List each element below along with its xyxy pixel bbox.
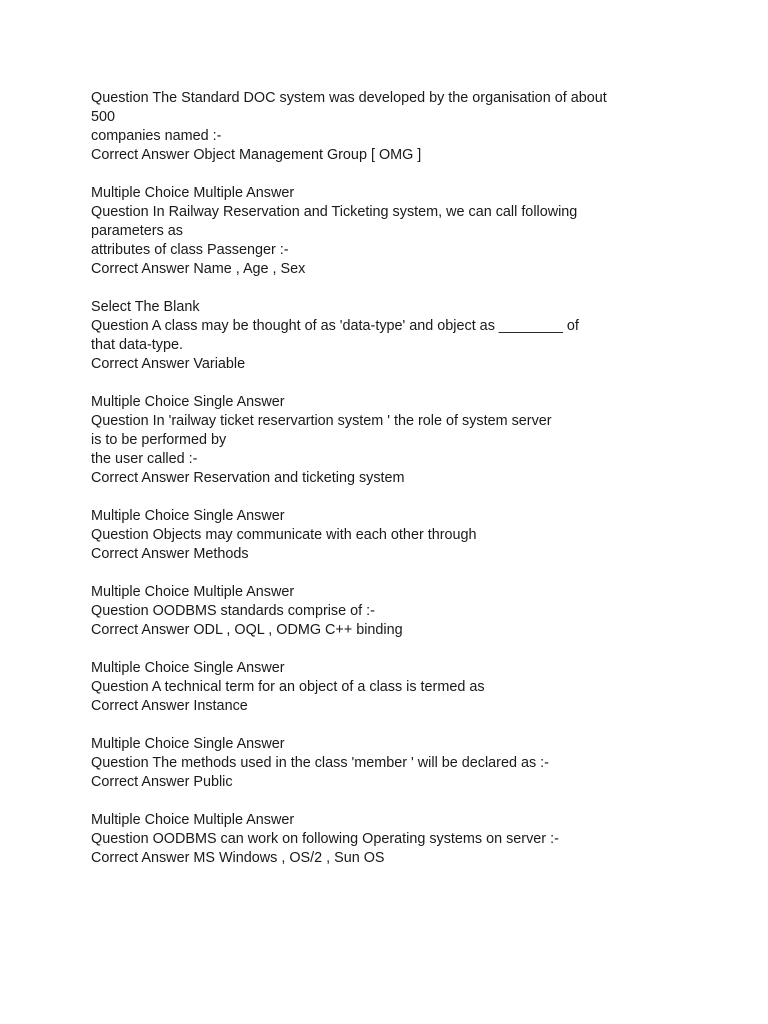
text-line: Question OODBMS standards comprise of :-	[91, 603, 375, 619]
text-line: Correct Answer ODL , OQL , ODMG C++ binding	[91, 622, 403, 638]
text-line: is to be performed by	[91, 432, 227, 448]
question-block	[91, 393, 711, 488]
text-line: Question In Railway Reservation and Ticketing system, we can call following	[91, 204, 578, 220]
document-body	[91, 89, 711, 887]
text-line: Multiple Choice Single Answer	[91, 508, 285, 524]
text-line: Select The Blank	[91, 299, 200, 315]
text-line: Correct Answer MS Windows , OS/2 , Sun OS	[91, 850, 385, 866]
question-block	[91, 89, 711, 165]
question-block	[91, 507, 711, 564]
text-line: that data-type.	[91, 337, 184, 353]
text-line: attributes of class Passenger :-	[91, 242, 289, 258]
text-line: Multiple Choice Single Answer	[91, 660, 285, 676]
question-block	[91, 298, 711, 374]
question-block	[91, 811, 711, 868]
text-line: Correct Answer Variable	[91, 356, 246, 372]
text-line: Question The Standard DOC system was developed by the organisation of about	[91, 90, 607, 106]
text-line: Correct Answer Reservation and ticketing system	[91, 470, 405, 486]
text-line: Question Objects may communicate with each other through	[91, 527, 477, 543]
question-block	[91, 659, 711, 716]
text-line: Question The methods used in the class 'member ' will be declared as :-	[91, 755, 549, 771]
question-block	[91, 184, 711, 279]
text-line: the user called :-	[91, 451, 198, 467]
text-line: Correct Answer Object Management Group [ OMG ]	[91, 147, 422, 163]
text-line: 500	[91, 109, 116, 125]
text-line: Multiple Choice Multiple Answer	[91, 812, 295, 828]
text-line: Correct Answer Public	[91, 774, 233, 790]
text-line: Question In 'railway ticket reservartion system ' the role of system server	[91, 413, 552, 429]
text-line: Question A technical term for an object of a class is termed as	[91, 679, 485, 695]
question-block	[91, 583, 711, 640]
text-line: Multiple Choice Single Answer	[91, 736, 285, 752]
text-line: Multiple Choice Multiple Answer	[91, 584, 295, 600]
text-line: Correct Answer Methods	[91, 546, 249, 562]
text-line: Correct Answer Name , Age , Sex	[91, 261, 306, 277]
text-line: Correct Answer Instance	[91, 698, 248, 714]
question-block	[91, 735, 711, 792]
text-line: Question A class may be thought of as 'data-type' and object as ________ of	[91, 318, 579, 334]
text-line: companies named :-	[91, 128, 222, 144]
text-line: parameters as	[91, 223, 183, 239]
text-line: Multiple Choice Single Answer	[91, 394, 285, 410]
text-line: Multiple Choice Multiple Answer	[91, 185, 295, 201]
text-line: Question OODBMS can work on following Operating systems on server :-	[91, 831, 559, 847]
